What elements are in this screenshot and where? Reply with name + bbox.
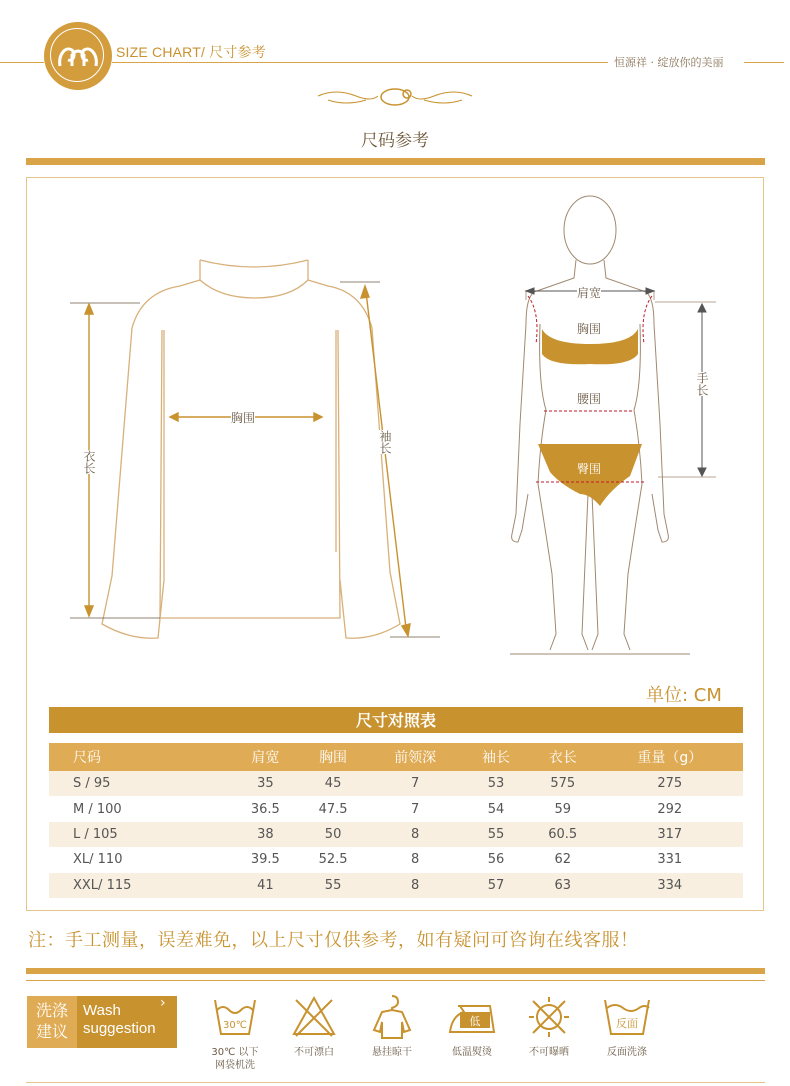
table-cell: 35	[231, 771, 299, 796]
brand-logo	[44, 22, 112, 90]
body-shoulder-label: 肩宽	[577, 286, 602, 300]
body-bust-label: 胸围	[577, 322, 602, 336]
table-cell: 50	[299, 822, 367, 847]
unit-label: 单位: CM	[646, 685, 722, 706]
care-item-reverse	[592, 994, 662, 1059]
table-cell: 54	[487, 801, 505, 817]
table-cell: 8	[367, 873, 463, 898]
table-header: 袖长	[463, 743, 529, 771]
table-cell: XXL/ 115	[49, 873, 231, 898]
table-row	[49, 873, 743, 898]
table-row	[49, 822, 743, 847]
table-row	[49, 771, 743, 796]
table-header: 胸围	[299, 743, 367, 771]
divider-bar	[26, 158, 765, 165]
table-cell: 53	[463, 771, 529, 796]
header-slogan: 恒源祥 · 绽放你的美丽	[614, 56, 724, 69]
body-waist-label: 腰围	[577, 392, 602, 406]
wash-title-cn	[27, 996, 77, 1048]
table-cell: 8	[410, 852, 420, 868]
header-line-left	[0, 62, 44, 63]
care-label: 网袋机洗	[215, 1060, 255, 1071]
care-label: 不可曝晒	[529, 1047, 569, 1058]
table-cell: 331	[657, 852, 683, 868]
table-row	[49, 796, 743, 821]
care-label: 不可漂白	[294, 1047, 334, 1058]
header-title: SIZE CHART/ 尺寸参考	[116, 44, 266, 60]
header-line-end	[744, 62, 784, 63]
table-header: 肩宽	[231, 743, 299, 771]
wash-divider-bar	[26, 968, 765, 974]
table-cell: 47.5	[318, 801, 348, 817]
body-hip-label: 臀围	[577, 462, 602, 476]
size-table	[49, 743, 743, 898]
body-illustration	[500, 194, 740, 656]
table-header: 前领深	[367, 743, 463, 771]
care-label: 反面洗涤	[607, 1047, 647, 1058]
garment-length-label: 衣长	[82, 450, 96, 474]
measurement-note: 注：手工测量，误差难免，以上尺寸仅供参考，如有疑问可咨询在线客服！	[28, 930, 639, 951]
wash-title-cn-line: 建议	[35, 1022, 68, 1041]
section-title: 尺码参考	[361, 131, 429, 151]
table-cell: 275	[597, 771, 743, 796]
ornament-icon	[316, 86, 474, 110]
table-header: 衣长	[529, 743, 597, 771]
table-row	[49, 847, 743, 872]
garment-chest-label: 胸围	[231, 411, 256, 425]
table-cell: XL/ 110	[73, 852, 123, 868]
table-cell: 36.5	[250, 801, 280, 817]
reverse-wash-text: 反面	[616, 1017, 638, 1030]
table-header: 重量（g）	[597, 743, 743, 771]
hang-dry-icon	[368, 994, 416, 1040]
table-cell: 41	[231, 873, 299, 898]
table-cell: 38	[231, 822, 299, 847]
table-cell: 55	[463, 822, 529, 847]
wash-title-cn-line: 洗涤	[35, 1001, 68, 1020]
care-item-sun	[514, 994, 584, 1059]
table-cell: 52.5	[318, 852, 348, 868]
care-label: 悬挂晾干	[372, 1047, 412, 1058]
table-header: 尺码	[49, 743, 231, 771]
care-item-hang	[357, 994, 427, 1059]
reverse-wash-icon	[601, 994, 653, 1040]
table-cell: 317	[597, 822, 743, 847]
table-cell: 63	[529, 873, 597, 898]
table-cell: 7	[367, 771, 463, 796]
table-cell: M / 100	[73, 801, 122, 817]
wash-title-en-line: Wash	[83, 1002, 121, 1019]
header-line-right	[112, 62, 608, 63]
table-cell: 60.5	[529, 822, 597, 847]
table-cell: 292	[657, 801, 683, 817]
low-iron-text: 低	[469, 1015, 481, 1028]
table-cell: 59	[554, 801, 571, 817]
table-header-row	[49, 743, 743, 771]
care-item-bleach	[279, 994, 349, 1059]
table-cell: 55	[299, 873, 367, 898]
table-cell: 62	[554, 852, 571, 868]
table-cell: 45	[299, 771, 367, 796]
table-cell: 334	[597, 873, 743, 898]
table-cell: 39.5	[250, 852, 280, 868]
low-iron-icon	[446, 994, 498, 1040]
body-arm-label: 手长	[695, 372, 709, 396]
table-cell: 56	[487, 852, 505, 868]
table-cell: 7	[410, 801, 420, 817]
wash-30-text: 30℃	[223, 1020, 247, 1031]
table-cell: 8	[367, 822, 463, 847]
size-table-title: 尺寸对照表	[49, 707, 743, 733]
wash-30-icon	[211, 994, 259, 1040]
garment-sleeve-label: 袖长	[378, 430, 392, 454]
care-item-iron	[437, 994, 507, 1059]
care-item-wash	[200, 994, 270, 1072]
wash-divider-line	[26, 980, 765, 981]
table-cell: S / 95	[49, 771, 231, 796]
table-cell: 575	[529, 771, 597, 796]
bottom-line	[26, 1082, 765, 1083]
care-label: 30℃ 以下	[211, 1047, 259, 1058]
no-bleach-icon	[290, 994, 338, 1040]
table-cell: 57	[463, 873, 529, 898]
table-cell: L / 105	[49, 822, 231, 847]
wash-title-en-line: suggestion	[83, 1020, 156, 1037]
no-sun-icon	[525, 994, 573, 1040]
care-label: 低温熨烫	[452, 1047, 492, 1058]
chevron-right-icon: ›	[160, 995, 166, 1011]
